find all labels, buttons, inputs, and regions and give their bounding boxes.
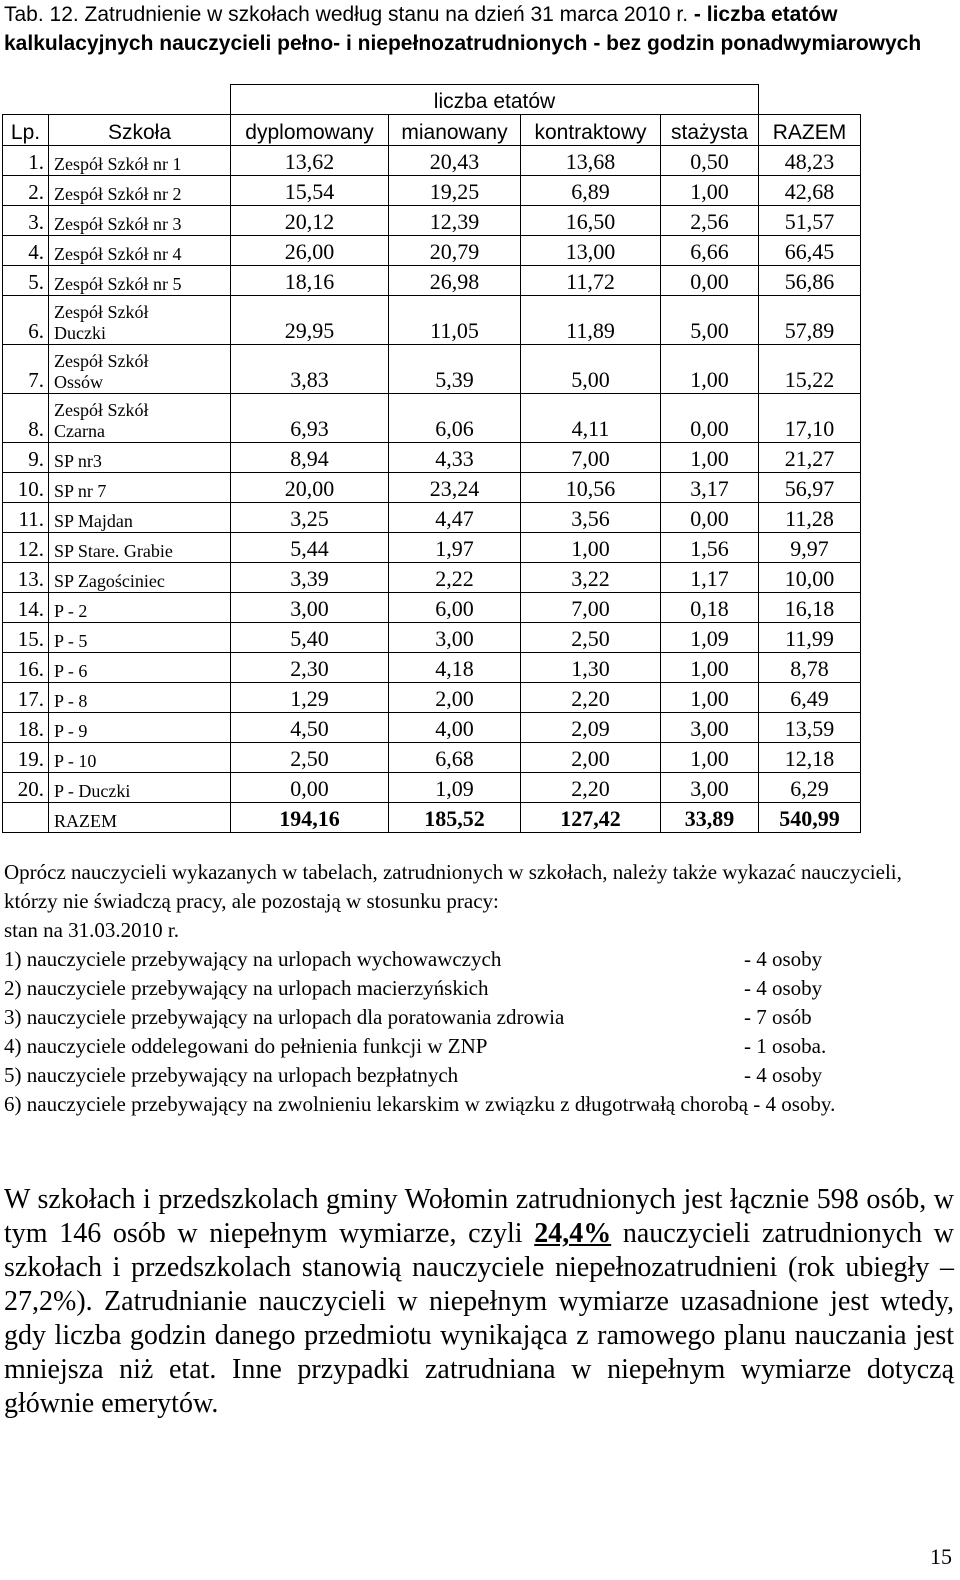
cell-razem: 57,89 [759, 296, 861, 345]
row-lp: 2. [3, 176, 49, 206]
notes-item [4, 974, 954, 1003]
school-name: P - 6 [54, 661, 88, 681]
notes-item-text: 1) nauczyciele przebywający na urlopach wychowawczych [4, 947, 502, 971]
col-header-lp: Lp. [3, 115, 49, 146]
school-name: P - 10 [54, 751, 97, 771]
table-row [3, 443, 861, 473]
total-dyplomowany: 194,16 [231, 803, 389, 833]
cell-razem: 8,78 [759, 653, 861, 683]
cell-razem: 42,68 [759, 176, 861, 206]
cell-mianowany: 1,97 [389, 533, 521, 563]
paragraph-highlight: 24,4% [534, 1218, 612, 1249]
cell-mianowany: 5,39 [389, 345, 521, 394]
cell-mianowany: 23,24 [389, 473, 521, 503]
cell-stazysta: 0,00 [661, 394, 759, 443]
school-name: Zespół Szkół [54, 351, 149, 371]
row-school [49, 296, 231, 345]
cell-mianowany: 4,33 [389, 443, 521, 473]
cell-kontraktowy: 2,00 [521, 743, 661, 773]
row-school [49, 146, 231, 176]
cell-dyplomowany: 3,83 [231, 345, 389, 394]
notes-intro: Oprócz nauczycieli wykazanych w tabelach, zatrudnionych w szkołach, należy także wykazać nauczycieli, którzy nie świadczą pracy, ale pozostają w stosunku pracy: [4, 860, 902, 913]
col-header-school: Szkoła [49, 115, 231, 146]
staffing-table [2, 84, 861, 833]
cell-stazysta: 1,00 [661, 345, 759, 394]
cell-razem: 10,00 [759, 563, 861, 593]
table-row [3, 593, 861, 623]
cell-stazysta: 5,00 [661, 296, 759, 345]
col-header-dyplomowany: dyplomowany [231, 115, 389, 146]
cell-stazysta: 0,00 [661, 503, 759, 533]
cell-kontraktowy: 16,50 [521, 206, 661, 236]
group-header: liczba etatów [231, 85, 759, 115]
school-name-line2: Duczki [54, 323, 106, 343]
cell-razem: 6,29 [759, 773, 861, 803]
row-lp: 12. [3, 533, 49, 563]
notes-section [4, 858, 954, 1119]
row-school [49, 773, 231, 803]
cell-kontraktowy: 6,89 [521, 176, 661, 206]
cell-mianowany: 19,25 [389, 176, 521, 206]
notes-item-text: 2) nauczyciele przebywający na urlopach macierzyńskich [4, 976, 489, 1000]
row-school [49, 743, 231, 773]
cell-mianowany: 4,00 [389, 713, 521, 743]
cell-dyplomowany: 0,00 [231, 773, 389, 803]
cell-dyplomowany: 4,50 [231, 713, 389, 743]
cell-dyplomowany: 8,94 [231, 443, 389, 473]
school-name: SP Majdan [54, 511, 133, 531]
total-label: RAZEM [49, 803, 231, 833]
summary-paragraph [4, 1183, 954, 1421]
cell-razem: 11,28 [759, 503, 861, 533]
school-name-line2: Czarna [54, 421, 105, 441]
table-row [3, 345, 861, 394]
cell-kontraktowy: 1,00 [521, 533, 661, 563]
cell-stazysta: 3,00 [661, 773, 759, 803]
cell-dyplomowany: 1,29 [231, 683, 389, 713]
cell-razem: 12,18 [759, 743, 861, 773]
cell-mianowany: 26,98 [389, 266, 521, 296]
school-name: Zespół Szkół [54, 302, 149, 322]
table-row [3, 296, 861, 345]
col-header-razem: RAZEM [759, 115, 861, 146]
cell-stazysta: 1,17 [661, 563, 759, 593]
notes-item-count: - 1 osoba. [744, 1034, 827, 1058]
total-razem: 540,99 [759, 803, 861, 833]
cell-dyplomowany: 2,30 [231, 653, 389, 683]
cell-mianowany: 6,00 [389, 593, 521, 623]
header-row [3, 115, 861, 146]
row-lp: 16. [3, 653, 49, 683]
table-row [3, 533, 861, 563]
school-name: P - 5 [54, 631, 88, 651]
cell-stazysta: 0,00 [661, 266, 759, 296]
notes-item [4, 945, 954, 974]
cell-kontraktowy: 2,09 [521, 713, 661, 743]
cell-dyplomowany: 3,25 [231, 503, 389, 533]
row-school [49, 713, 231, 743]
cell-razem: 17,10 [759, 394, 861, 443]
cell-kontraktowy: 11,72 [521, 266, 661, 296]
notes-date: stan na 31.03.2010 r. [4, 918, 179, 942]
row-school [49, 563, 231, 593]
cell-razem: 51,57 [759, 206, 861, 236]
school-name: Zespół Szkół nr 2 [54, 184, 182, 204]
row-lp: 19. [3, 743, 49, 773]
table-row [3, 743, 861, 773]
cell-mianowany: 2,00 [389, 683, 521, 713]
row-lp: 20. [3, 773, 49, 803]
page-number: 15 [930, 1544, 952, 1569]
row-lp: 6. [3, 296, 49, 345]
cell-kontraktowy: 2,50 [521, 623, 661, 653]
cell-kontraktowy: 13,00 [521, 236, 661, 266]
cell-mianowany: 1,09 [389, 773, 521, 803]
row-school [49, 683, 231, 713]
school-name: P - 9 [54, 721, 88, 741]
cell-kontraktowy: 4,11 [521, 394, 661, 443]
row-school [49, 533, 231, 563]
school-name: Zespół Szkół nr 1 [54, 154, 182, 174]
cell-dyplomowany: 2,50 [231, 743, 389, 773]
notes-item-count: - 4 osoby [744, 947, 823, 971]
cell-stazysta: 6,66 [661, 236, 759, 266]
cell-stazysta: 1,00 [661, 743, 759, 773]
table-caption [4, 0, 954, 58]
cell-stazysta: 1,00 [661, 176, 759, 206]
table-row [3, 653, 861, 683]
cell-mianowany: 6,68 [389, 743, 521, 773]
cell-dyplomowany: 5,40 [231, 623, 389, 653]
cell-mianowany: 3,00 [389, 623, 521, 653]
col-header-mianowany: mianowany [389, 115, 521, 146]
total-mianowany: 185,52 [389, 803, 521, 833]
total-stazysta: 33,89 [661, 803, 759, 833]
cell-razem: 11,99 [759, 623, 861, 653]
cell-stazysta: 3,17 [661, 473, 759, 503]
cell-mianowany: 4,47 [389, 503, 521, 533]
cell-mianowany: 6,06 [389, 394, 521, 443]
cell-stazysta: 3,00 [661, 713, 759, 743]
row-lp: 3. [3, 206, 49, 236]
cell-mianowany: 20,79 [389, 236, 521, 266]
school-name-line2: Ossów [54, 372, 104, 392]
cell-kontraktowy: 3,22 [521, 563, 661, 593]
table-row [3, 236, 861, 266]
notes-item-count: - 7 osób [744, 1005, 812, 1029]
cell-razem: 6,49 [759, 683, 861, 713]
cell-kontraktowy: 2,20 [521, 683, 661, 713]
cell-razem: 13,59 [759, 713, 861, 743]
table-row [3, 623, 861, 653]
row-school [49, 593, 231, 623]
caption-bold: - liczba etatów kalkulacyjnych nauczycieli pełno- i niepełnozatrudnionych - bez godzin ponadwymiarowych [4, 3, 922, 55]
total-kontraktowy: 127,42 [521, 803, 661, 833]
table-row [3, 266, 861, 296]
header-row-group [3, 85, 861, 115]
school-name: Zespół Szkół nr 3 [54, 214, 182, 234]
row-lp: 5. [3, 266, 49, 296]
cell-dyplomowany: 29,95 [231, 296, 389, 345]
cell-kontraktowy: 10,56 [521, 473, 661, 503]
table-row [3, 473, 861, 503]
cell-kontraktowy: 7,00 [521, 593, 661, 623]
row-lp: 10. [3, 473, 49, 503]
notes-item-6: 6) nauczyciele przebywający na zwolnieniu lekarskim w związku z długotrwałą chorobą - 4 osoby. [4, 1092, 836, 1116]
cell-kontraktowy: 13,68 [521, 146, 661, 176]
row-lp: 17. [3, 683, 49, 713]
paragraph-after: nauczycieli zatrudnionych w szkołach i przedszkolach stanowią nauczyciele niepełnozatrudnieni (rok ubiegły – 27,2%). Zatrudnianie nauczycieli w niepełnym wymiarze uzasadnione jest wtedy, gdy liczba godzin danego przedmiotu wynikająca z ramowego planu nauczania jest mniejsza niż etat. Inne przypadki zatrudniana w niepełnym wymiarze dotyczą głównie emerytów. [4, 1218, 954, 1419]
cell-razem: 15,22 [759, 345, 861, 394]
row-lp: 11. [3, 503, 49, 533]
notes-item-text: 4) nauczyciele oddelegowani do pełnienia funkcji w ZNP [4, 1034, 488, 1058]
cell-stazysta: 1,56 [661, 533, 759, 563]
cell-razem: 56,97 [759, 473, 861, 503]
school-name: SP Zagościniec [54, 571, 165, 591]
notes-item [4, 1003, 954, 1032]
table-row [3, 503, 861, 533]
table-row [3, 683, 861, 713]
cell-mianowany: 12,39 [389, 206, 521, 236]
cell-mianowany: 2,22 [389, 563, 521, 593]
cell-razem: 16,18 [759, 593, 861, 623]
col-header-kontraktowy: kontraktowy [521, 115, 661, 146]
total-row [3, 803, 861, 833]
table-row [3, 713, 861, 743]
school-name: P - 2 [54, 601, 88, 621]
cell-stazysta: 0,18 [661, 593, 759, 623]
row-lp: 8. [3, 394, 49, 443]
cell-stazysta: 1,00 [661, 683, 759, 713]
cell-dyplomowany: 6,93 [231, 394, 389, 443]
row-school [49, 503, 231, 533]
cell-kontraktowy: 5,00 [521, 345, 661, 394]
cell-razem: 9,97 [759, 533, 861, 563]
school-name: P - Duczki [54, 781, 131, 801]
cell-stazysta: 1,00 [661, 653, 759, 683]
table-row [3, 394, 861, 443]
row-school [49, 623, 231, 653]
school-name: Zespół Szkół [54, 400, 149, 420]
cell-razem: 21,27 [759, 443, 861, 473]
row-school [49, 473, 231, 503]
row-lp: 18. [3, 713, 49, 743]
notes-item-count: - 4 osoby [744, 976, 823, 1000]
table-row [3, 563, 861, 593]
row-school [49, 236, 231, 266]
cell-razem: 56,86 [759, 266, 861, 296]
row-school [49, 176, 231, 206]
row-lp: 9. [3, 443, 49, 473]
row-school [49, 266, 231, 296]
cell-kontraktowy: 1,30 [521, 653, 661, 683]
table-row [3, 206, 861, 236]
notes-item-count: - 4 osoby [744, 1063, 823, 1087]
school-name: P - 8 [54, 691, 88, 711]
total-lp [3, 803, 49, 833]
cell-stazysta: 1,00 [661, 443, 759, 473]
cell-mianowany: 20,43 [389, 146, 521, 176]
school-name: SP Stare. Grabie [54, 541, 173, 561]
cell-dyplomowany: 5,44 [231, 533, 389, 563]
school-name: SP nr 7 [54, 481, 107, 501]
school-name: Zespół Szkół nr 4 [54, 244, 182, 264]
cell-dyplomowany: 26,00 [231, 236, 389, 266]
cell-mianowany: 4,18 [389, 653, 521, 683]
row-school [49, 394, 231, 443]
col-header-stazysta: stażysta [661, 115, 759, 146]
cell-kontraktowy: 2,20 [521, 773, 661, 803]
cell-dyplomowany: 13,62 [231, 146, 389, 176]
row-school [49, 206, 231, 236]
row-school [49, 345, 231, 394]
caption-prefix: Tab. 12. Zatrudnienie w szkołach według stanu na dzień 31 marca 2010 r. [4, 3, 689, 26]
cell-dyplomowany: 15,54 [231, 176, 389, 206]
cell-dyplomowany: 20,12 [231, 206, 389, 236]
school-name: Zespół Szkół nr 5 [54, 274, 182, 294]
row-school [49, 443, 231, 473]
cell-kontraktowy: 11,89 [521, 296, 661, 345]
row-lp: 4. [3, 236, 49, 266]
notes-item-text: 3) nauczyciele przebywający na urlopach dla poratowania zdrowia [4, 1005, 565, 1029]
cell-dyplomowany: 18,16 [231, 266, 389, 296]
school-name: SP nr3 [54, 451, 102, 471]
row-lp: 13. [3, 563, 49, 593]
cell-stazysta: 2,56 [661, 206, 759, 236]
notes-item [4, 1032, 954, 1061]
table-row [3, 146, 861, 176]
notes-item [4, 1061, 954, 1090]
cell-kontraktowy: 3,56 [521, 503, 661, 533]
row-school [49, 653, 231, 683]
row-lp: 7. [3, 345, 49, 394]
table-row [3, 773, 861, 803]
cell-stazysta: 1,09 [661, 623, 759, 653]
notes-item-text: 5) nauczyciele przebywający na urlopach bezpłatnych [4, 1063, 459, 1087]
paragraph-before: W szkołach i przedszkolach gminy Wołomin zatrudnionych jest łącznie 598 osób, w tym 146 osób w niepełnym wymiarze, czyli [4, 1184, 954, 1249]
cell-dyplomowany: 20,00 [231, 473, 389, 503]
row-lp: 14. [3, 593, 49, 623]
cell-stazysta: 0,50 [661, 146, 759, 176]
cell-razem: 66,45 [759, 236, 861, 266]
cell-kontraktowy: 7,00 [521, 443, 661, 473]
table-row [3, 176, 861, 206]
cell-dyplomowany: 3,00 [231, 593, 389, 623]
row-lp: 1. [3, 146, 49, 176]
cell-razem: 48,23 [759, 146, 861, 176]
cell-mianowany: 11,05 [389, 296, 521, 345]
cell-dyplomowany: 3,39 [231, 563, 389, 593]
row-lp: 15. [3, 623, 49, 653]
